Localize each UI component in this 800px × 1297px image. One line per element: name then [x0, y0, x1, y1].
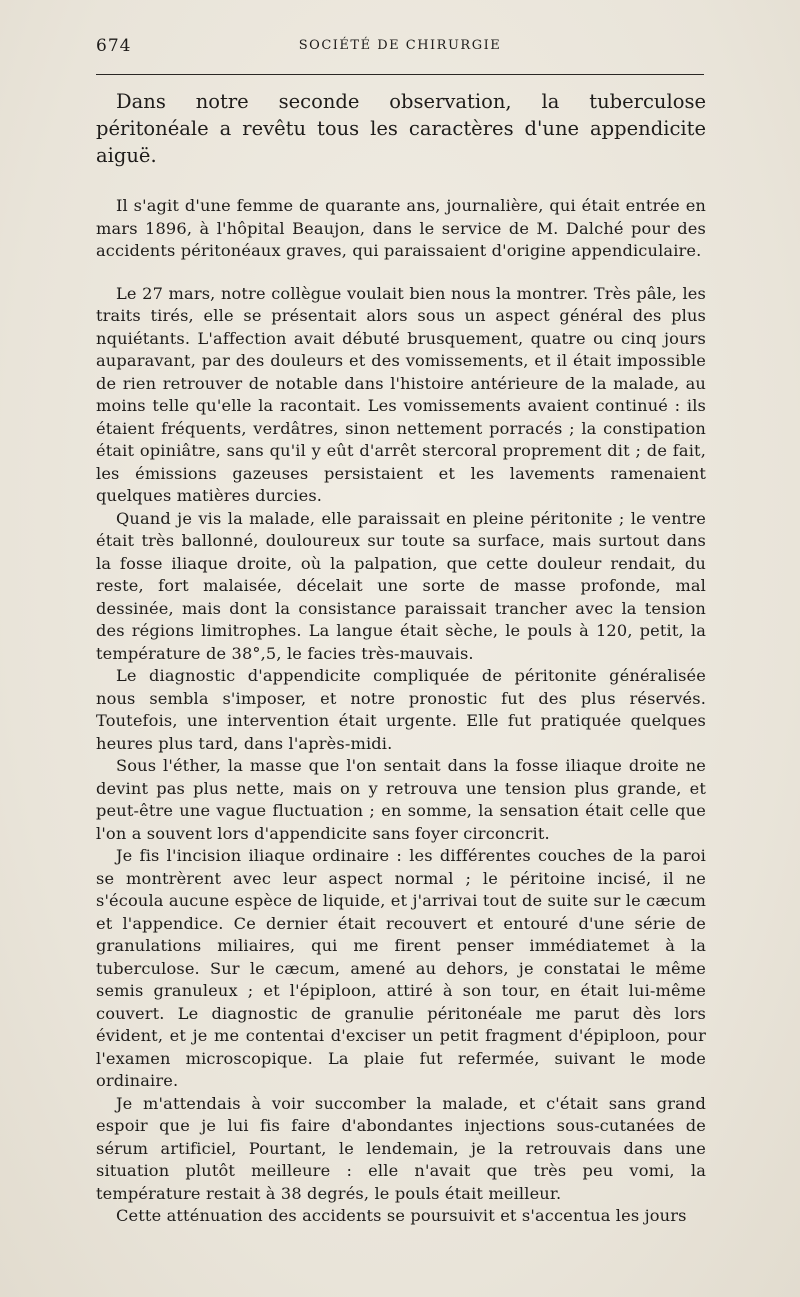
paragraph: Je fis l'incision iliaque ordinaire : les différentes couches de la paroi se montrèrent avec leur aspect normal ; le péritoine incisé, il ne s'écoula aucune espèce de liquide, et j'arrivai tout de suite sur le cæcum et l'appendice. Ce dernier était recouvert et entouré d'une série de granulations miliaires, qui me firent penser immédiatemet à la tuberculose. Sur le cæcum, amené au dehors, je constatai le même semis granuleux ; et l'épiploon, attiré à son tour, en était lui-même couvert. Le diagnostic de granulie péritonéale me parut dès lors évident, et je me contentai d'exciser un petit fragment d'épiploon, pour l'examen microscopique. La plaie fut refermée, suivant le mode ordinaire. — [96, 846, 706, 1090]
paragraph: Le 27 mars, notre collègue voulait bien nous la montrer. Très pâle, les traits tirés, elle se présentait alors sous un aspect général des plus nquiétants. L'affection avait débuté brusquement, quatre ou cinq jours auparavant, par des douleurs et des vomissements, et il était impossible de rien retrouver de notable dans l'histoire antérieure de la malade, au moins telle qu'elle la racontait. Les vomissements avaient continué : ils étaient fréquents, verdâtres, sinon nettement porracés ; la constipation était opiniâtre, sans qu'il y eût d'arrêt stercoral proprement dit ; de fait, les émissions gazeuses persistaient et les lavements ramenaient quelques matières durcies. — [96, 283, 706, 505]
paragraph: Le diagnostic d'appendicite compliquée de péritonite généralisée nous sembla s'imposer, et notre pronostic fut des plus réservés. Toutefois, une intervention était urgente. Elle fut pratiquée quelques heures plus tard, dans l'après-midi. — [96, 666, 706, 753]
lead-paragraph: Dans notre seconde observation, la tuberculose péritonéale a revêtu tous les caractères d'une appendicite aiguë. — [96, 90, 706, 167]
paragraph: Il s'agit d'une femme de quarante ans, journalière, qui était entrée en mars 1896, à l'hôpital Beaujon, dans le service de M. Dalché pour des accidents péritonéaux graves, qui paraissaient d'origine appendiculaire. — [96, 196, 706, 260]
body-text — [96, 88, 706, 1228]
paragraph: Quand je vis la malade, elle paraissait en pleine péritonite ; le ventre était très ballonné, douloureux sur toute sa surface, mais surtout dans la fosse iliaque droite, où la palpation, que cette douleur rendait, du reste, fort malaisée, décelait une sorte de masse profonde, mal dessinée, mais dont la consistance paraissait trancher avec la tension des régions limitrophes. La langue était sèche, le pouls à 120, petit, la température de 38°,5, le facies très-mauvais. — [96, 508, 706, 663]
paragraph: Sous l'éther, la masse que l'on sentait dans la fosse iliaque droite ne devint pas plus nette, mais on y retrouva une tension plus grande, et peut-être une vague fluctuation ; en somme, la sensation était celle que l'on a souvent lors d'appendicite sans foyer circoncrit. — [96, 756, 706, 843]
page-header — [96, 34, 704, 60]
page-number: 674 — [96, 36, 132, 56]
paragraph: Je m'attendais à voir succomber la malade, et c'était sans grand espoir que je lui fis faire d'abondantes injections sous-cutanées de sérum artificiel, Pourtant, le lendemain, je la retrouvais dans une situation plutôt meilleure : elle n'avait que très peu vomi, la température restait à 38 degrés, le pouls était meilleur. — [96, 1093, 706, 1203]
header-rule — [96, 74, 704, 75]
running-title: SOCIÉTÉ DE CHIRURGIE — [298, 38, 502, 53]
paragraph: Cette atténuation des accidents se poursuivit et s'accentua les jours — [116, 1206, 687, 1225]
